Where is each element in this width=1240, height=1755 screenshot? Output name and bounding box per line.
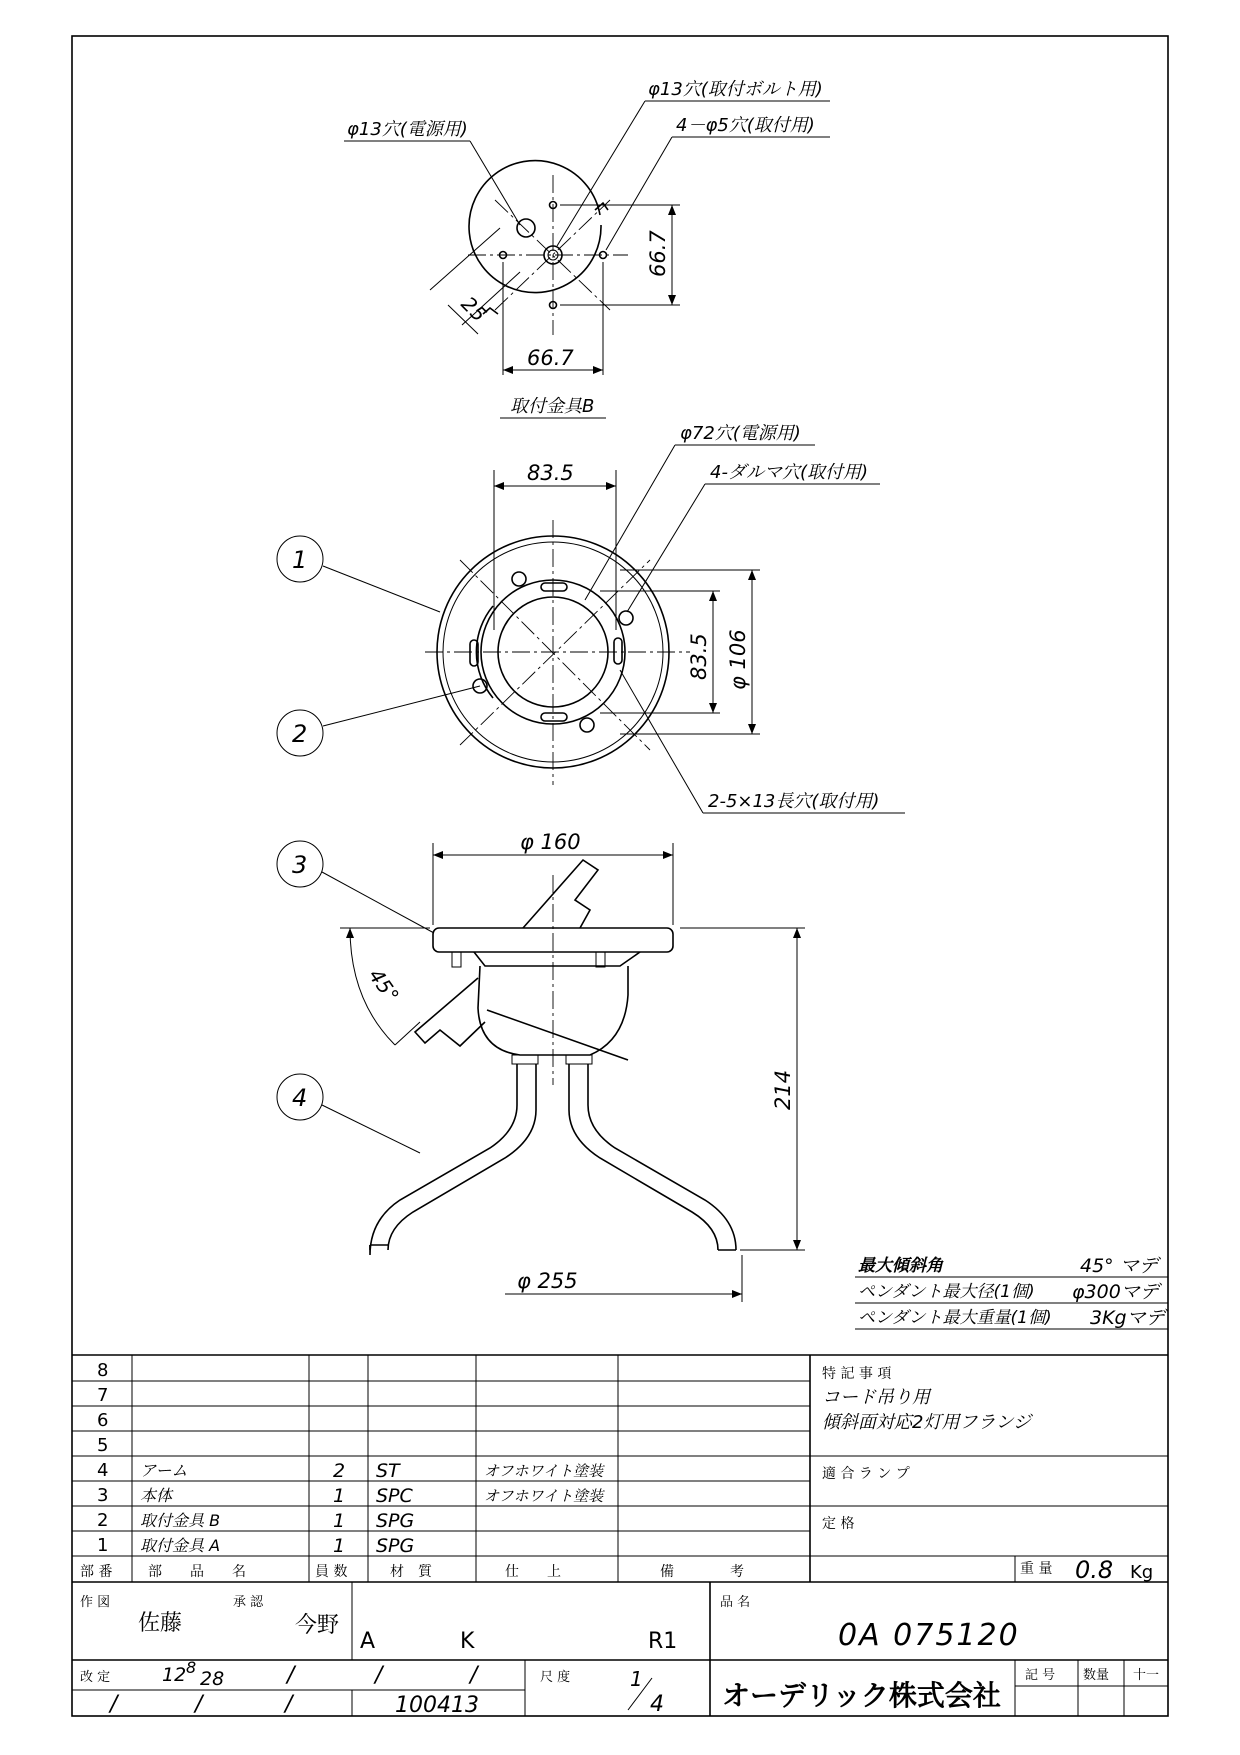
part-no-5: 5: [97, 1435, 109, 1456]
part-name: 本体: [140, 1486, 173, 1505]
part-name: 取付金具 B: [140, 1511, 221, 1530]
flange-dim-dia: φ 106: [726, 629, 750, 690]
flange-label-hole-power: φ72穴(電源用): [680, 423, 801, 444]
bracket-b-label-hole-power: φ13穴(電源用): [347, 119, 468, 140]
sheet-border: [72, 36, 1168, 1716]
flange-label-slots: 2-5×13長穴(取付用): [708, 791, 880, 812]
bracket-b-dim-vertical: 66.7: [646, 230, 670, 277]
spec-label-2: ペンダント最大重量(1個): [858, 1308, 1052, 1328]
part-finish: オフホワイト塗装: [484, 1487, 604, 1505]
rev-a: A: [360, 1629, 376, 1654]
part-no-2: 2: [97, 1510, 109, 1531]
flange-plan-view: [277, 423, 905, 813]
header-note: 備 考: [660, 1564, 744, 1580]
svg-text:/: /: [110, 1692, 118, 1717]
part-no-7: 7: [97, 1385, 109, 1406]
part-name: アーム: [140, 1461, 188, 1480]
approved-label: 承 認: [233, 1595, 264, 1610]
spec-label-0: 最大傾斜角: [858, 1256, 943, 1276]
header-name: 部 品 名: [148, 1564, 246, 1580]
special-line-2: 傾斜面対応2灯用フランジ: [822, 1412, 1032, 1433]
weight-label: 重 量: [1020, 1561, 1053, 1577]
svg-text:/: /: [470, 1663, 478, 1688]
svg-text:/: /: [375, 1663, 383, 1688]
part-material: SPG: [376, 1510, 415, 1532]
bracket-b-dim-25: 25: [456, 291, 492, 327]
part-material: SPC: [376, 1485, 413, 1507]
spec-label-1: ペンダント最大径(1個): [858, 1282, 1035, 1302]
symbol-label: 記 号: [1025, 1668, 1056, 1683]
rating-title: 定 格: [822, 1516, 855, 1532]
header-finish: 仕 上: [505, 1564, 561, 1580]
revision-label: 改 定: [80, 1670, 111, 1685]
rev-k: K: [460, 1629, 475, 1654]
svg-text:/: /: [287, 1663, 295, 1688]
specs-box: [855, 1255, 1169, 1329]
part-material: SPG: [376, 1535, 415, 1557]
part-no-1: 1: [97, 1535, 109, 1556]
weight-value: 0.8: [1075, 1556, 1114, 1584]
title-block: [72, 1582, 1168, 1718]
elevation-dim-height: 214: [771, 1069, 795, 1110]
header-qty: 員 数: [315, 1564, 348, 1580]
bracket-b-title: 取付金具B: [510, 396, 595, 417]
svg-text:1: 1: [292, 546, 308, 574]
lamp-title: 適 合 ラ ン プ: [822, 1466, 910, 1482]
part-no-3: 3: [97, 1485, 109, 1506]
elevation-dim-bottom: φ 255: [517, 1269, 578, 1293]
bracket-b-label-holes-mount: 4－φ5穴(取付用): [676, 115, 815, 136]
flange-label-daruma: 4-ダルマ穴(取付用): [710, 462, 868, 483]
spec-value-1: φ300マデ: [1072, 1281, 1159, 1303]
svg-text:4: 4: [292, 1084, 308, 1112]
part-material: ST: [376, 1460, 400, 1482]
product-no: 0A 075120: [838, 1618, 1020, 1653]
special-line-1: コード吊り用: [822, 1387, 930, 1408]
svg-text:/: /: [285, 1692, 293, 1717]
part-qty: 1: [333, 1535, 346, 1557]
flange-dim-top: 83.5: [527, 461, 574, 485]
svg-text:/: /: [195, 1692, 203, 1717]
part-no-4: 4: [97, 1460, 109, 1481]
product-label: 品 名: [720, 1595, 751, 1610]
drawing-code: 100413: [395, 1693, 479, 1718]
revision-date: 12: [162, 1664, 187, 1686]
extra-label: 十一: [1133, 1668, 1160, 1683]
part-qty: 1: [333, 1510, 346, 1532]
part-qty: 2: [333, 1460, 346, 1482]
bracket-b-view: [344, 79, 830, 418]
parts-table: [72, 1355, 1168, 1584]
elevation-view: [277, 830, 805, 1302]
svg-text:8: 8: [186, 1658, 197, 1677]
rev-r1: R1: [648, 1629, 678, 1654]
part-no-8: 8: [97, 1360, 109, 1381]
part-no-6: 6: [97, 1410, 109, 1431]
scale-label: 尺 度: [540, 1670, 571, 1685]
count-label: 数量: [1083, 1668, 1110, 1683]
elevation-angle: 45°: [363, 964, 404, 1007]
approved-by: 今野: [295, 1613, 340, 1638]
drawn-label: 作 図: [80, 1595, 111, 1610]
header-no: 部 番: [80, 1564, 113, 1580]
spec-value-2: 3Kgマデ: [1090, 1307, 1165, 1329]
flange-dim-side: 83.5: [687, 633, 711, 680]
special-title: 特 記 事 項: [822, 1366, 892, 1382]
part-finish: オフホワイト塗装: [484, 1462, 604, 1480]
spec-value-0: 45° マデ: [1080, 1255, 1158, 1277]
svg-text:28: 28: [200, 1668, 225, 1690]
part-qty: 1: [333, 1485, 346, 1507]
svg-text:2: 2: [292, 720, 308, 748]
bracket-b-dim-horizontal: 66.7: [527, 346, 574, 370]
part-name: 取付金具 A: [140, 1536, 221, 1555]
drawn-by: 佐藤: [138, 1611, 183, 1636]
weight-unit: Kg: [1130, 1562, 1154, 1583]
elevation-dim-top: φ 160: [520, 830, 581, 854]
scale-num: 1: [630, 1667, 643, 1691]
company-name: オーデリック株式会社: [722, 1679, 1001, 1712]
svg-text:3: 3: [292, 851, 308, 879]
scale-den: 4: [650, 1692, 664, 1717]
header-material: 材 質: [390, 1564, 432, 1580]
bracket-b-label-hole-bolt: φ13穴(取付ボルト用): [648, 79, 823, 100]
